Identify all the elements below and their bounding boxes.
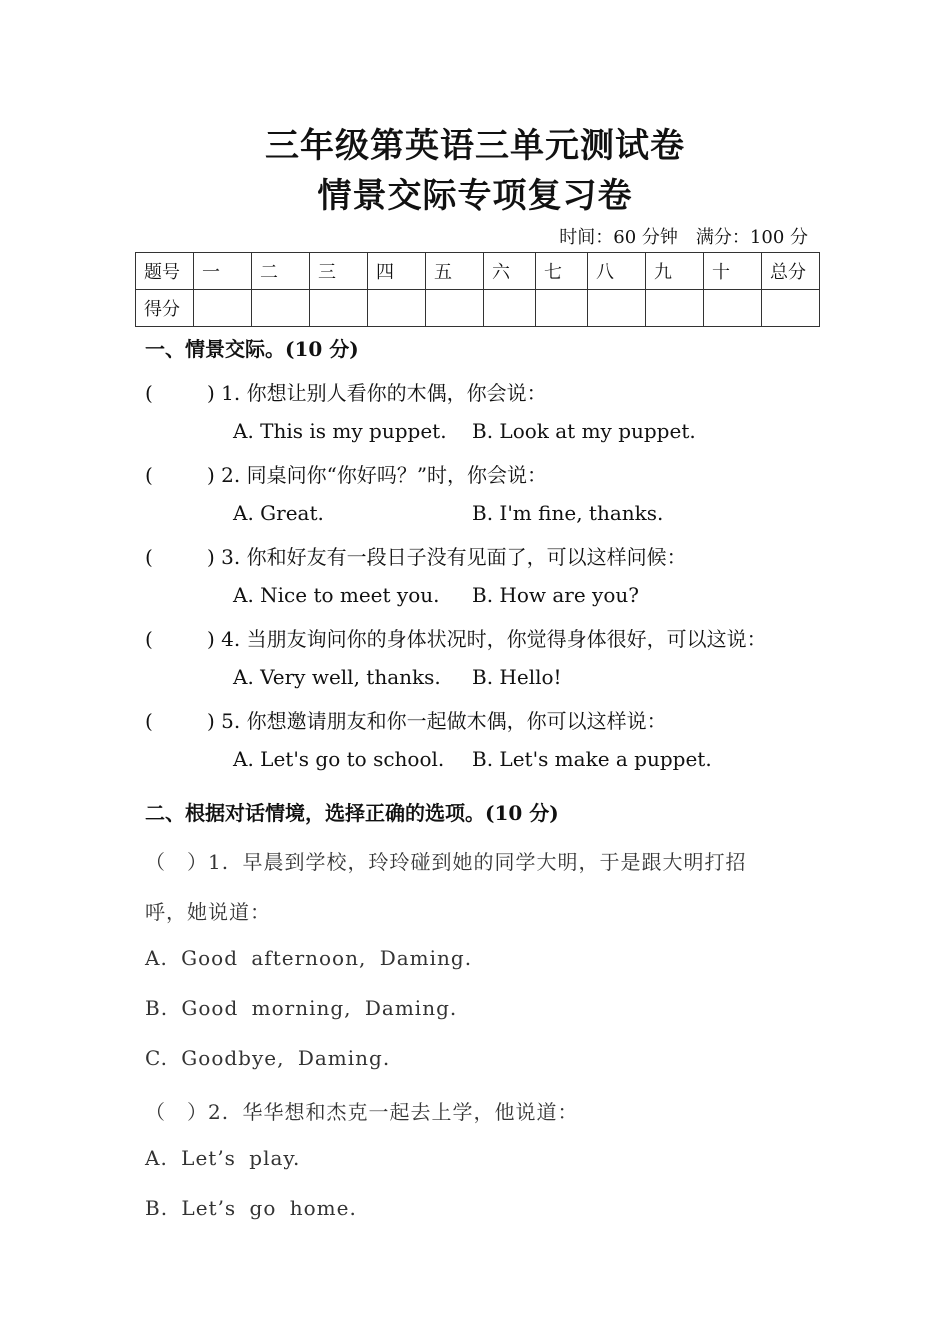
section2-heading: 二、根据对话情境，选择正确的选项。(10 分) <box>145 801 559 825</box>
score-input-cell[interactable] <box>704 290 762 327</box>
score-table-score-row <box>136 290 820 327</box>
question-row <box>145 705 667 734</box>
option-a: A. Nice to meet you. <box>233 583 440 607</box>
exam-title: 三年级第英语三单元测试卷 <box>265 126 685 166</box>
paren-close: ) <box>207 463 215 487</box>
score-cell: 十 <box>704 253 762 290</box>
score-input-cell[interactable] <box>646 290 704 327</box>
answer-blank[interactable]: ( <box>145 627 153 651</box>
score-table-header-row <box>136 253 820 290</box>
paren-close: ) <box>207 627 215 651</box>
score-input-cell[interactable] <box>252 290 310 327</box>
option-c: C. Goodbye, Daming. <box>145 1046 391 1070</box>
question-row <box>145 541 687 570</box>
score-input-cell[interactable] <box>536 290 588 327</box>
score-cell: 五 <box>426 253 484 290</box>
score-cell: 题号 <box>136 253 194 290</box>
exam-meta: 时间：60 分钟 满分：100 分 <box>559 227 808 248</box>
option-b: B. Hello! <box>472 665 562 689</box>
score-input-cell[interactable] <box>484 290 536 327</box>
paren-close: ) <box>207 545 215 569</box>
answer-blank[interactable]: ( <box>145 463 153 487</box>
score-input-cell[interactable] <box>368 290 426 327</box>
score-cell: 总分 <box>762 253 820 290</box>
option-a: A. Great. <box>233 501 324 525</box>
question-row <box>145 623 767 652</box>
score-cell: 得分 <box>136 290 194 327</box>
question-row <box>145 377 547 406</box>
question-row <box>145 459 547 488</box>
option-b: B. Let’s go home. <box>145 1196 357 1220</box>
score-cell: 九 <box>646 253 704 290</box>
score-cell: 二 <box>252 253 310 290</box>
option-a: A. Let’s play. <box>145 1146 301 1170</box>
question-stem: （ ）2. 华华想和杰克一起去上学，他说道： <box>145 1100 579 1124</box>
question-stem: （ ）1. 早晨到学校，玲玲碰到她的同学大明，于是跟大明打招 <box>145 850 747 874</box>
score-cell: 七 <box>536 253 588 290</box>
option-b: B. I'm fine, thanks. <box>472 501 664 525</box>
option-b: B. Let's make a puppet. <box>472 747 712 771</box>
option-b: B. Good morning, Daming. <box>145 996 458 1020</box>
answer-blank[interactable]: ( <box>145 545 153 569</box>
score-cell: 四 <box>368 253 426 290</box>
section1-heading: 一、情景交际。(10 分) <box>145 337 359 361</box>
score-table <box>135 252 820 327</box>
score-cell: 六 <box>484 253 536 290</box>
score-input-cell[interactable] <box>762 290 820 327</box>
question-stem: 3. 你和好友有一段日子没有见面了，可以这样问候： <box>221 545 687 569</box>
option-b: B. Look at my puppet. <box>472 419 696 443</box>
paren-close: ) <box>207 381 215 405</box>
answer-blank[interactable]: ( <box>145 709 153 733</box>
question-stem: 2. 同桌问你“你好吗？”时，你会说： <box>221 463 548 487</box>
score-cell: 三 <box>310 253 368 290</box>
score-input-cell[interactable] <box>310 290 368 327</box>
answer-blank[interactable]: ( <box>145 381 153 405</box>
option-a: A. Good afternoon, Daming. <box>145 946 473 970</box>
option-a: A. Very well, thanks. <box>233 665 441 689</box>
paren-close: ) <box>207 709 215 733</box>
exam-subtitle: 情景交际专项复习卷 <box>317 176 633 216</box>
score-cell: 一 <box>194 253 252 290</box>
question-stem: 1. 你想让别人看你的木偶，你会说： <box>221 381 547 405</box>
score-input-cell[interactable] <box>426 290 484 327</box>
question-stem-continued: 呼，她说道： <box>145 900 271 924</box>
score-input-cell[interactable] <box>194 290 252 327</box>
score-input-cell[interactable] <box>588 290 646 327</box>
option-a: A. This is my puppet. <box>233 419 447 443</box>
option-a: A. Let's go to school. <box>233 747 445 771</box>
question-stem: 4. 当朋友询问你的身体状况时，你觉得身体很好，可以这说： <box>221 627 767 651</box>
option-b: B. How are you? <box>472 583 639 607</box>
question-stem: 5. 你想邀请朋友和你一起做木偶，你可以这样说： <box>221 709 667 733</box>
score-cell: 八 <box>588 253 646 290</box>
